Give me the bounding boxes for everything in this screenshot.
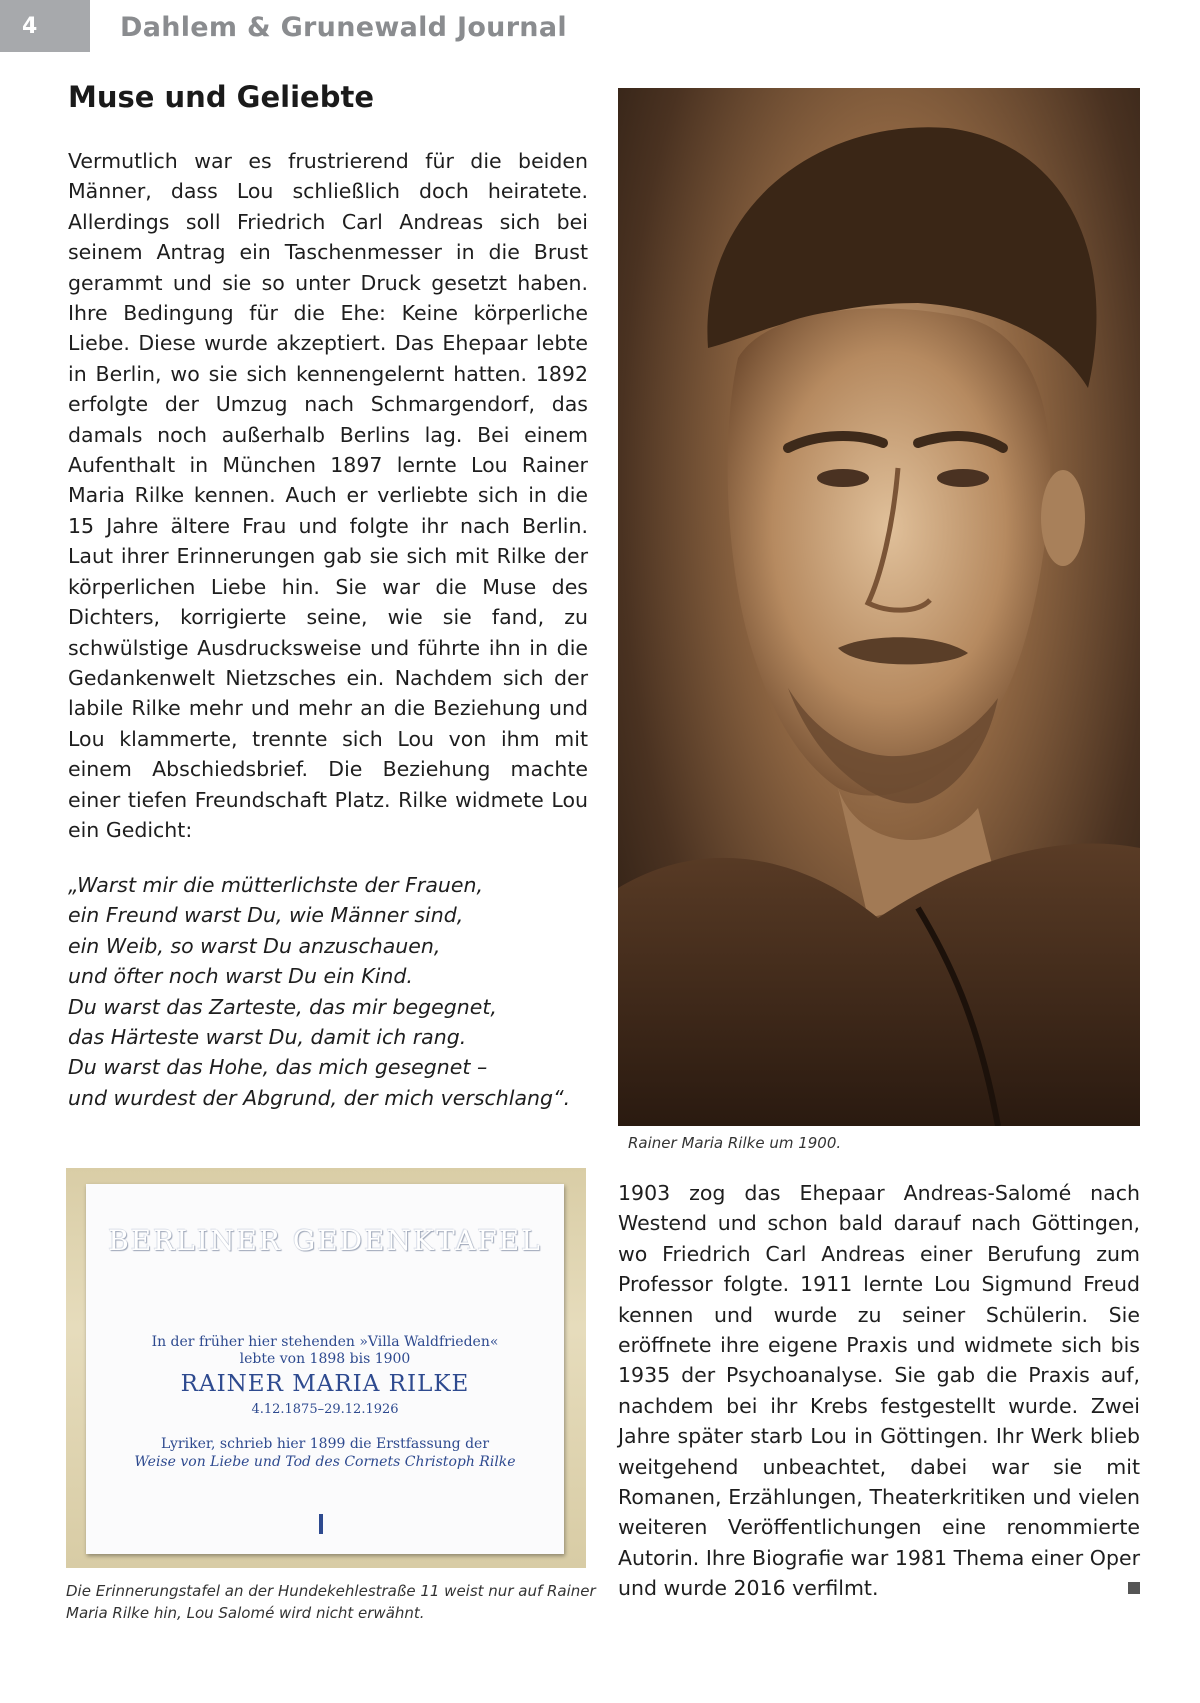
poem-line: Du warst das Zarteste, das mir begegnet, xyxy=(68,994,497,1019)
memorial-plaque-photo xyxy=(66,1168,586,1568)
plaque-text-line: Weise von Liebe und Tod des Cornets Christoph Rilke xyxy=(134,1454,516,1470)
right-body-text: 1903 zog das Ehepaar Andreas-Salomé nach Westend und schon bald darauf nach Göttingen, wo Friedrich Carl Andreas einer Berufung zum Professor folgte. 1911 lernte Lou Sigmund Freud kennen und wurde zu seiner Schülerin. Sie eröffnete ihre eigene Praxis und widmete sich bis 1935 der Psychoanalyse. Sie gab die Praxis auf, nachdem bei ihr Krebs festgestellt wurde. Zwei Jahre später starb Lou in Göttingen. Ihr Werk blieb weitgehend unbeachtet, dabei war sie mit Romanen, Erzählungen, Theaterkritiken und vielen weiteren Veröffentlichungen eine renommierte Autorin. Ihre Biografie war 1981 Thema einer Oper und wurde 2016 verfilmt. xyxy=(618,1181,1140,1601)
left-body-paragraph: Vermutlich war es frustrierend für die beiden Männer, dass Lou schließlich doch heiratete. Allerdings soll Friedrich Carl Andreas sich bei seinem Antrag ein Taschenmesser in die Brust gerammt und sie so unter Druck gesetzt haben. Ihre Bedingung für die Ehe: Keine körperliche Liebe. Diese wurde akzeptiert. Das Ehepaar lebte in Berlin, wo sie sich kennengelernt hatten. 1892 erfolgte der Umzug nach Schmargendorf, das damals noch außerhalb Berlins lag. Bei einem Aufenthalt in München 1897 lernte Lou Rainer Maria Rilke kennen. Auch er verliebte sich in die 15 Jahre ältere Frau und folgte ihr nach Berlin. Laut ihrer Erinnerungen gab sie sich mit Rilke der körperlichen Liebe hin. Sie war die Muse des Dichters, korrigierte seine, wie sie fand, zu schwülstige Ausdrucksweise und führte ihn in die Gedankenwelt Nietzsches ein. Nachdem sich der labile Rilke mehr und mehr an die Beziehung und Lou klammerte, trennte sich Lou von ihm mit einem Abschiedsbrief. Die Beziehung machte einer tiefen Freundschaft Platz. Rilke widmete Lou ein Gedicht: xyxy=(68,149,588,842)
right-body-paragraph xyxy=(618,1178,1140,1604)
rilke-portrait-photo xyxy=(618,88,1140,1126)
page-number: 4 xyxy=(22,13,38,39)
plaque-emblem-icon xyxy=(319,1514,323,1534)
left-column xyxy=(68,146,588,845)
poem-line: ein Weib, so warst Du anzuschauen, xyxy=(68,933,441,958)
right-column xyxy=(618,1178,1140,1604)
plaque-dates: 4.12.1875–29.12.1926 xyxy=(251,1402,399,1417)
article-end-square-icon xyxy=(1128,1582,1140,1594)
poem-line: Du warst das Hohe, das mich gesegnet – xyxy=(68,1055,488,1080)
rilke-poem xyxy=(68,870,598,1113)
plaque-header: BERLINER GEDENKTAFEL xyxy=(108,1224,542,1257)
poem-line: „Warst mir die mütterlichste der Frauen, xyxy=(68,873,483,897)
article-headline: Muse und Geliebte xyxy=(68,80,374,114)
page-number-tab xyxy=(0,0,90,52)
plaque-caption: Die Erinnerungstafel an der Hundekehlestraße 11 weist nur auf Rainer Maria Rilke hin, Lou Salomé wird nicht erwähnt. xyxy=(66,1582,596,1622)
poem-line: und öfter noch warst Du ein Kind. xyxy=(68,964,413,989)
plaque-text-line: lebte von 1898 bis 1900 xyxy=(239,1351,411,1367)
poem-line: ein Freund warst Du, wie Männer sind, xyxy=(68,903,464,928)
plaque-text-line: Lyriker, schrieb hier 1899 die Erstfassung der xyxy=(160,1436,490,1452)
portrait-illustration xyxy=(618,88,1140,1126)
poem-line: und wurdest der Abgrund, der mich verschlang“. xyxy=(68,1085,571,1110)
plaque-name: RAINER MARIA RILKE xyxy=(180,1371,470,1397)
plaque-text-line: In der früher hier stehenden »Villa Waldfrieden« xyxy=(151,1334,499,1350)
journal-title: Dahlem & Grunewald Journal xyxy=(120,12,567,43)
portrait-caption: Rainer Maria Rilke um 1900. xyxy=(628,1134,842,1152)
poem-line: das Härteste warst Du, damit ich rang. xyxy=(68,1025,467,1050)
memorial-plaque xyxy=(86,1184,564,1554)
